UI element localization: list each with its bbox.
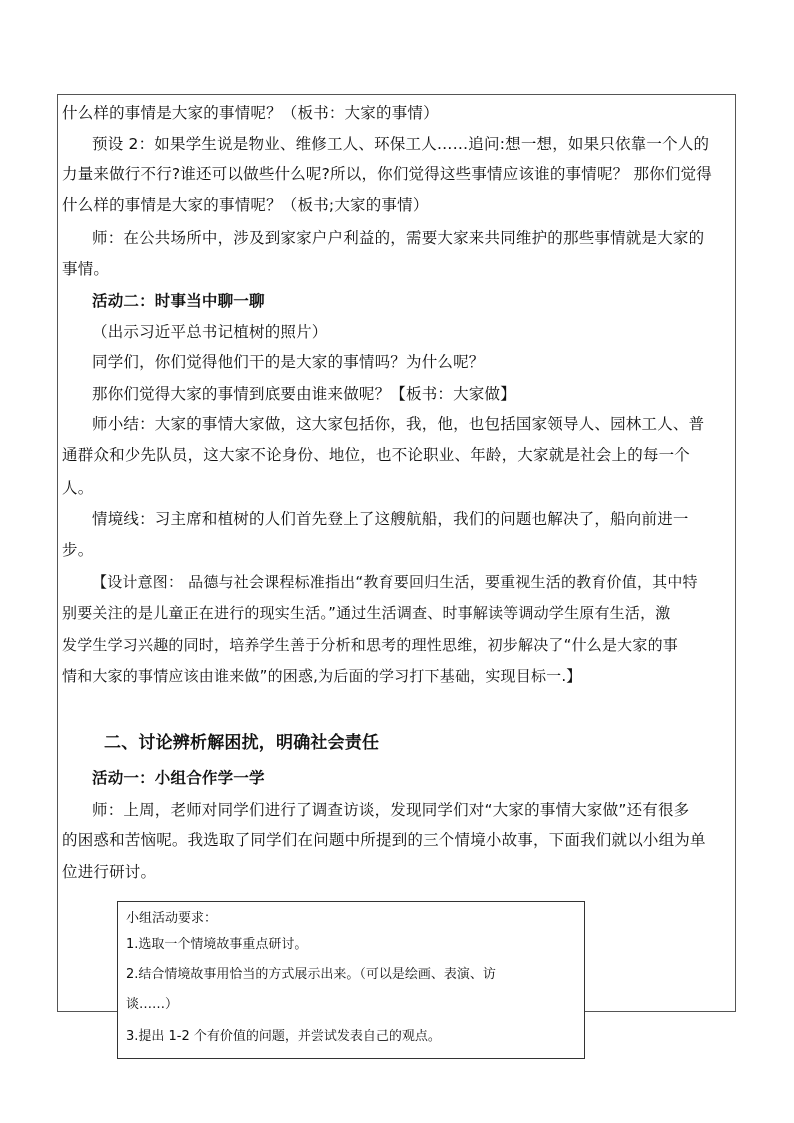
text-line: 情境线：习主席和植树的人们首先登上了这艘航船，我们的问题也解决了，船向前进一: [92, 510, 689, 528]
table-bottom-border-right: [584, 1011, 736, 1012]
group-activity-requirements-box: [117, 901, 585, 1059]
table-bottom-border-left: [57, 1011, 118, 1012]
requirement-item: 1.选取一个情境故事重点研讨。: [126, 937, 308, 952]
text-line: 师：上周，老师对同学们进行了调查访谈，发现同学们对“大家的事情大家做”还有很多: [92, 801, 690, 819]
design-intent-line: 发学生学习兴趣的同时，培养学生善于分析和思考的理性思维，初步解决了“什么是大家的事: [62, 636, 678, 654]
activity-heading: 活动二：时事当中聊一聊: [92, 292, 265, 310]
text-line: 预设 2：如果学生说是物业、维修工人、环保工人……追问:想一想，如果只依靠一个人的: [92, 135, 710, 153]
text-line: 师小结：大家的事情大家做，这大家包括你，我，他，也包括国家领导人、园林工人、普: [92, 415, 705, 433]
text-line: 什么样的事情是大家的事情呢？（板书;大家的事情）: [62, 196, 429, 214]
text-line: （出示习近平总书记植树的照片）: [92, 323, 328, 341]
text-line: 那你们觉得大家的事情到底要由谁来做呢？【板书：大家做】: [92, 385, 516, 403]
requirements-title: 小组活动要求：: [126, 911, 218, 926]
activity-heading: 活动一：小组合作学一学: [92, 769, 265, 787]
requirement-item: 2.结合情境故事用恰当的方式展示出来。（可以是绘画、表演、访: [126, 967, 496, 982]
design-intent-line: 别要关注的是儿童正在进行的现实生活。”通过生活调查、时事解读等调动学生原有生活，激: [62, 604, 671, 622]
text-line: 的困惑和苦恼呢。我选取了同学们在问题中所提到的三个情境小故事，下面我们就以小组为单: [62, 831, 706, 849]
text-line: 事情。: [62, 260, 110, 278]
text-line: 通群众和少先队员，这大家不论身份、地位，也不论职业、年龄，大家就是社会上的每一个: [62, 446, 691, 464]
text-line: 人。: [62, 479, 94, 497]
requirement-item: 3.提出 1-2 个有价值的问题，并尝试发表自己的观点。: [126, 1029, 441, 1044]
design-intent-line: 情和大家的事情应该由谁来做”的困惑,为后面的学习打下基础，实现目标一.】: [62, 667, 582, 685]
design-intent-line: 【设计意图： 品德与社会课程标准指出“教育要回归生活，要重视生活的教育价值，其中特: [92, 573, 698, 591]
text-line: 同学们，你们觉得他们干的是大家的事情吗？为什么呢？: [92, 353, 485, 371]
text-line: 师：在公共场所中，涉及到家家户户利益的，需要大家来共同维护的那些事情就是大家的: [92, 229, 705, 247]
text-line: 力量来做行不行?谁还可以做些什么呢?所以，你们觉得这些事情应该谁的事情呢？ 那你们觉得: [62, 165, 712, 183]
text-line: 什么样的事情是大家的事情呢？（板书：大家的事情）: [62, 104, 439, 122]
requirement-item: 谈……）: [126, 997, 179, 1012]
section-heading: 二、讨论辨析解困扰，明确社会责任: [104, 733, 380, 753]
text-line: 位进行研讨。: [62, 863, 157, 881]
text-line: 步。: [62, 541, 94, 559]
